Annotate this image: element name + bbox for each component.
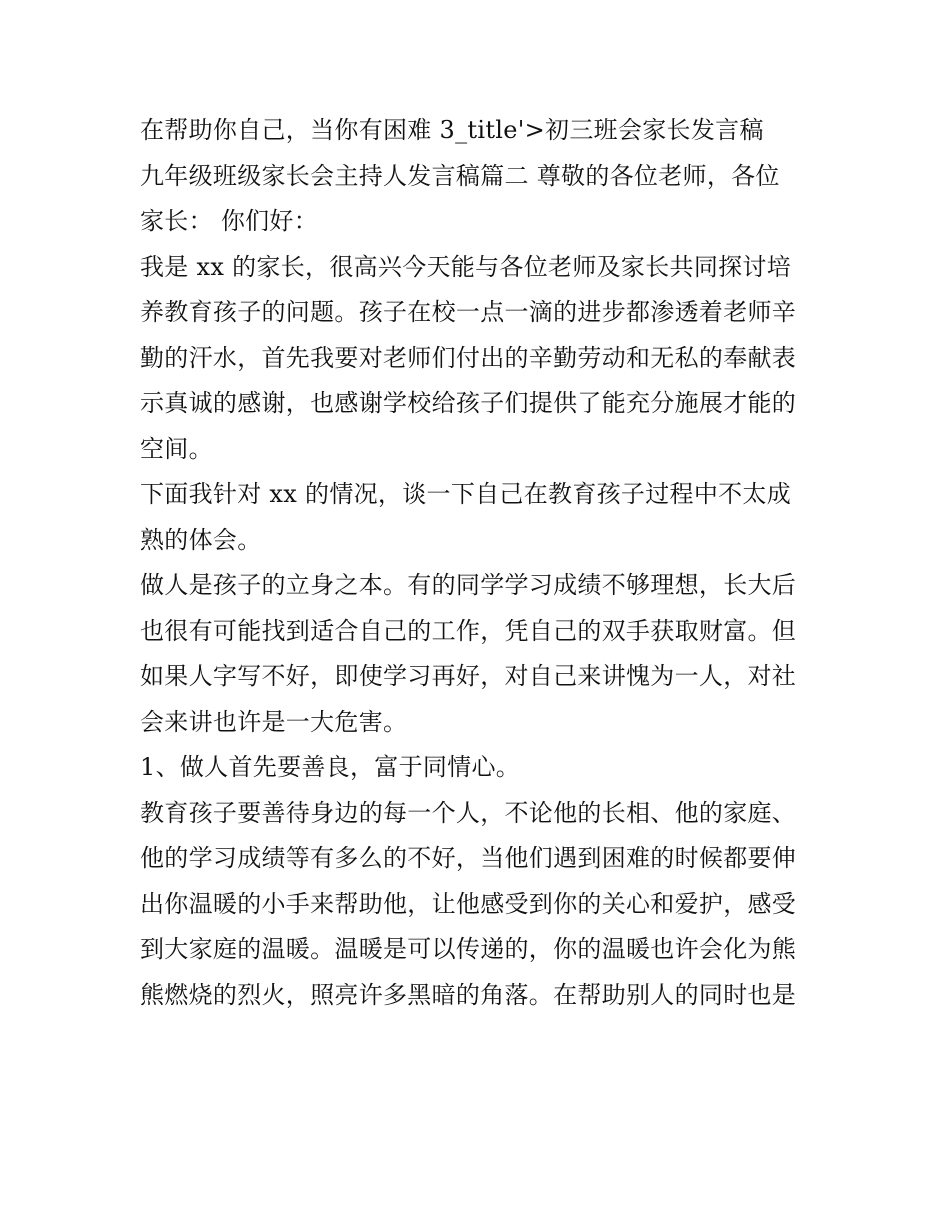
text-line: 做人是孩子的立身之本。有的同学学习成绩不够理想，长大后	[140, 571, 797, 599]
text-line: 他的学习成绩等有多么的不好，当他们遇到困难的时候都要伸	[140, 844, 797, 872]
text-line: 熊燃烧的烈火，照亮许多黑暗的角落。在帮助别人的同时也是	[140, 980, 797, 1009]
text-line: 到大家庭的温暖。温暖是可以传递的，你的温暖也许会化为熊	[140, 935, 797, 963]
text-line: 九年级班级家长会主持人发言稿篇二 尊敬的各位老师，各位	[140, 161, 780, 190]
text-line: 在帮助你自己，当你有困难 3_title'>初三班会家长发言稿	[140, 116, 764, 144]
text-line: 勤的汗水，首先我要对老师们付出的辛勤劳动和无私的奉献表	[140, 343, 797, 372]
document-body	[140, 108, 820, 1018]
text-line: 1、做人首先要善良，富于同情心。	[140, 753, 521, 781]
text-line: 家长： 你们好：	[140, 207, 319, 235]
text-line: 教育孩子要善待身边的每一个人，不论他的长相、他的家庭、	[140, 798, 797, 827]
text-line: 出你温暖的小手来帮助他，让他感受到你的关心和爱护，感受	[140, 889, 797, 918]
text-line: 下面我针对 xx 的情况，谈一下自己在教育孩子过程中不太成	[140, 480, 792, 508]
text-line: 示真诚的感谢，也感谢学校给孩子们提供了能充分施展才能的	[140, 389, 797, 417]
text-line: 也很有可能找到适合自己的工作，凭自己的双手获取财富。但	[140, 616, 797, 645]
text-line: 会来讲也许是一大危害。	[140, 707, 408, 736]
text-line: 如果人字写不好，即使学习再好，对自己来讲愧为一人，对社	[140, 662, 797, 690]
text-line: 空间。	[140, 434, 213, 463]
text-line: 养教育孩子的问题。孩子在校一点一滴的进步都渗透着老师辛	[140, 298, 797, 326]
text-line: 熟的体会。	[140, 525, 262, 554]
text-line: 我是 xx 的家长，很高兴今天能与各位老师及家长共同探讨培	[140, 252, 792, 281]
